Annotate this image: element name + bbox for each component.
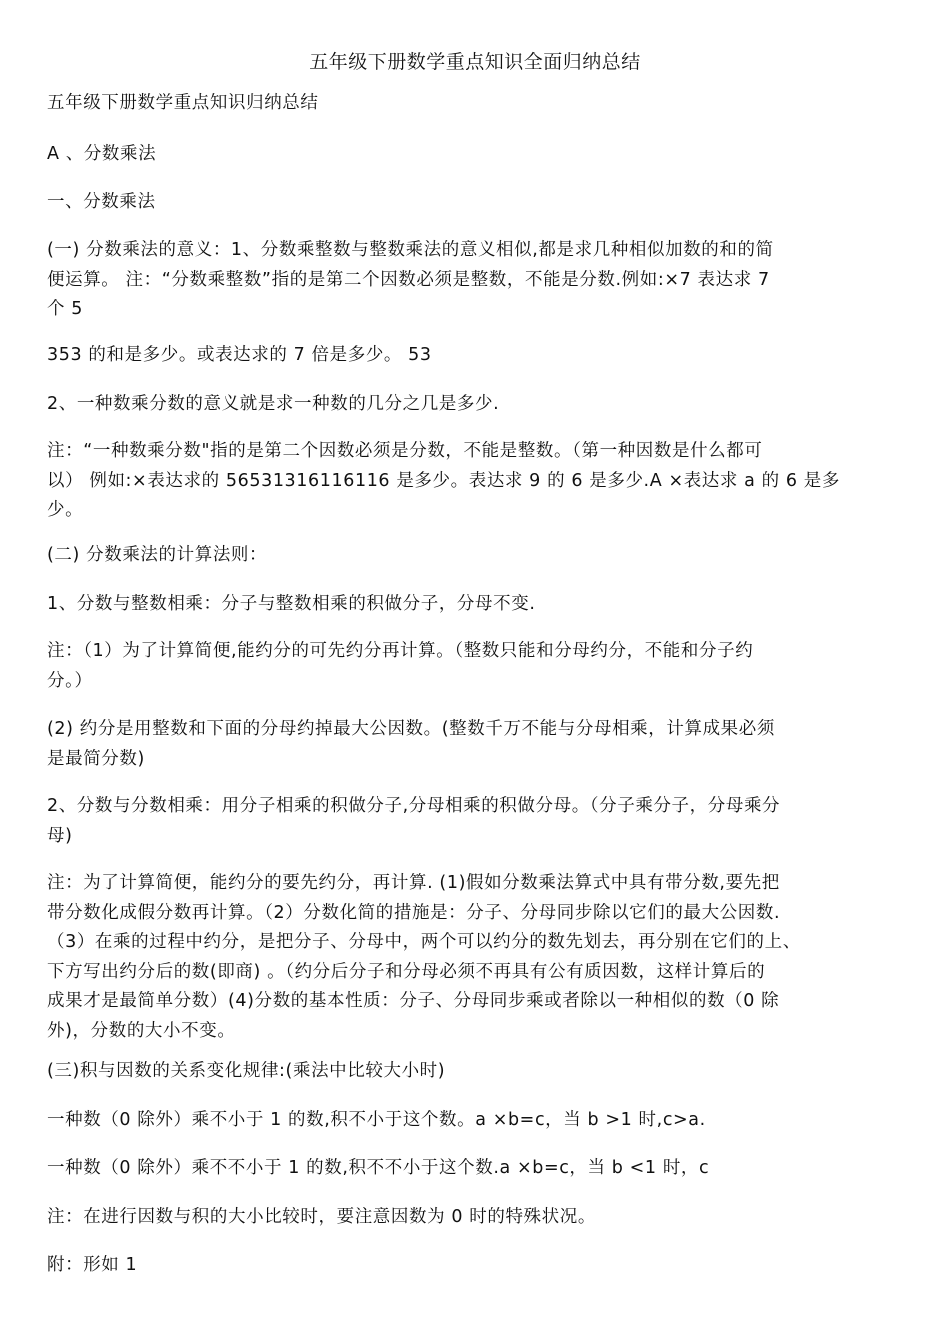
paragraph-meaning-1 bbox=[47, 236, 903, 325]
heading-calculation-rules bbox=[47, 541, 903, 571]
text-line: A 、分数乘法 bbox=[47, 144, 157, 164]
text-line: 注：（1）为了计算简便,能约分的可先约分再计算。（整数只能和分母约分，不能和分子约 bbox=[47, 641, 754, 661]
paragraph-note-2 bbox=[47, 637, 903, 696]
text-line: 少。 bbox=[47, 500, 84, 520]
text-line: 成果才是最简单分数）(4)分数的基本性质：分子、分母同步乘或者除以一种相似的数（0 除 bbox=[47, 991, 780, 1011]
paragraph-rule-greater bbox=[47, 1106, 903, 1136]
text-line: 带分数化成假分数再计算。（2）分数化简的措施是：分子、分母同步除以它们的最大公因数. bbox=[47, 902, 781, 923]
paragraph-appendix bbox=[47, 1251, 903, 1281]
text-line: 是最简分数) bbox=[47, 748, 145, 769]
paragraph-rule-less bbox=[47, 1154, 903, 1184]
paragraph-note-4 bbox=[47, 869, 903, 1046]
text-line: (2) 约分是用整数和下面的分母约掉最大公因数。(整数千万不能与分母相乘，计算成果必须 bbox=[47, 719, 775, 739]
text-line: 注：在进行因数与积的大小比较时，要注意因数为 0 时的特殊状况。 bbox=[47, 1207, 596, 1227]
text-line: 一、分数乘法 bbox=[47, 192, 156, 212]
text-line: (一) 分数乘法的意义：1、分数乘整数与整数乘法的意义相似,都是求几种相似加数的和的简 bbox=[47, 240, 774, 260]
paragraph-rule-1 bbox=[47, 590, 903, 620]
text-line: 以） 例如:×表达求的 56531316116116 是多少。表达求 9 的 6 是多少.A ×表达求 a 的 6 是多 bbox=[47, 470, 841, 491]
text-line: 一种数（0 除外）乘不不小于 1 的数,积不不小于这个数.a ×b=c，当 b <1 时，c bbox=[47, 1158, 710, 1178]
text-line: （3）在乘的过程中约分，是把分子、分母中，两个可以约分的数先划去，再分别在它们的上、 bbox=[47, 932, 801, 952]
text-line: 个 5 bbox=[47, 299, 83, 319]
text-line: 2、分数与分数相乘：用分子相乘的积做分子,分母相乘的积做分母。（分子乘分子，分母乘分 bbox=[47, 796, 781, 816]
text-line: 2、一种数乘分数的意义就是求一种数的几分之几是多少. bbox=[47, 394, 500, 414]
heading-part-one bbox=[47, 188, 903, 218]
text-line: 注：为了计算简便，能约分的要先约分，再计算. (1)假如分数乘法算式中具有带分数,要先把 bbox=[47, 873, 780, 893]
text-line: 注：“一种数乘分数"指的是第二个因数必须是分数，不能是整数。（第一种因数是什么都可 bbox=[47, 441, 763, 461]
text-line: (三)积与因数的关系变化规律:(乘法中比较大小时) bbox=[47, 1061, 446, 1081]
paragraph-note-3 bbox=[47, 715, 903, 774]
text-line: 1、分数与整数相乘：分子与整数相乘的积做分子，分母不变. bbox=[47, 594, 536, 614]
paragraph-rule-2 bbox=[47, 792, 903, 851]
paragraph-note-1 bbox=[47, 437, 903, 526]
document-title: 五年级下册数学重点知识全面归纳总结 bbox=[309, 51, 641, 73]
text-line: 附：形如 1 bbox=[47, 1255, 138, 1275]
text-line: 353 的和是多少。或表达求的 7 倍是多少。 53 bbox=[47, 345, 432, 365]
paragraph-example bbox=[47, 341, 903, 371]
text-line: 五年级下册数学重点知识归纳总结 bbox=[47, 93, 319, 113]
text-line: 下方写出约分后的数(即商) 。（约分后分子和分母必须不再具有公有质因数，这样计算后的 bbox=[47, 961, 766, 982]
text-line: 便运算。 注：“分数乘整数”指的是第二个因数必须是整数，不能是分数.例如:×7 表达求 7 bbox=[47, 269, 770, 290]
heading-section-a bbox=[47, 140, 903, 170]
text-line: 一种数（0 除外）乘不小于 1 的数,积不小于这个数。a ×b=c，当 b >1 时,c>a. bbox=[47, 1110, 706, 1130]
text-line: (二) 分数乘法的计算法则： bbox=[47, 545, 268, 565]
text-line: 外)，分数的大小不变。 bbox=[47, 1020, 236, 1041]
heading-summary bbox=[47, 89, 903, 119]
heading-product-factor-rules bbox=[47, 1057, 903, 1087]
paragraph-meaning-2 bbox=[47, 390, 903, 420]
text-line: 分。） bbox=[47, 670, 93, 691]
paragraph-note-5 bbox=[47, 1203, 903, 1233]
text-line: 母) bbox=[47, 825, 73, 846]
